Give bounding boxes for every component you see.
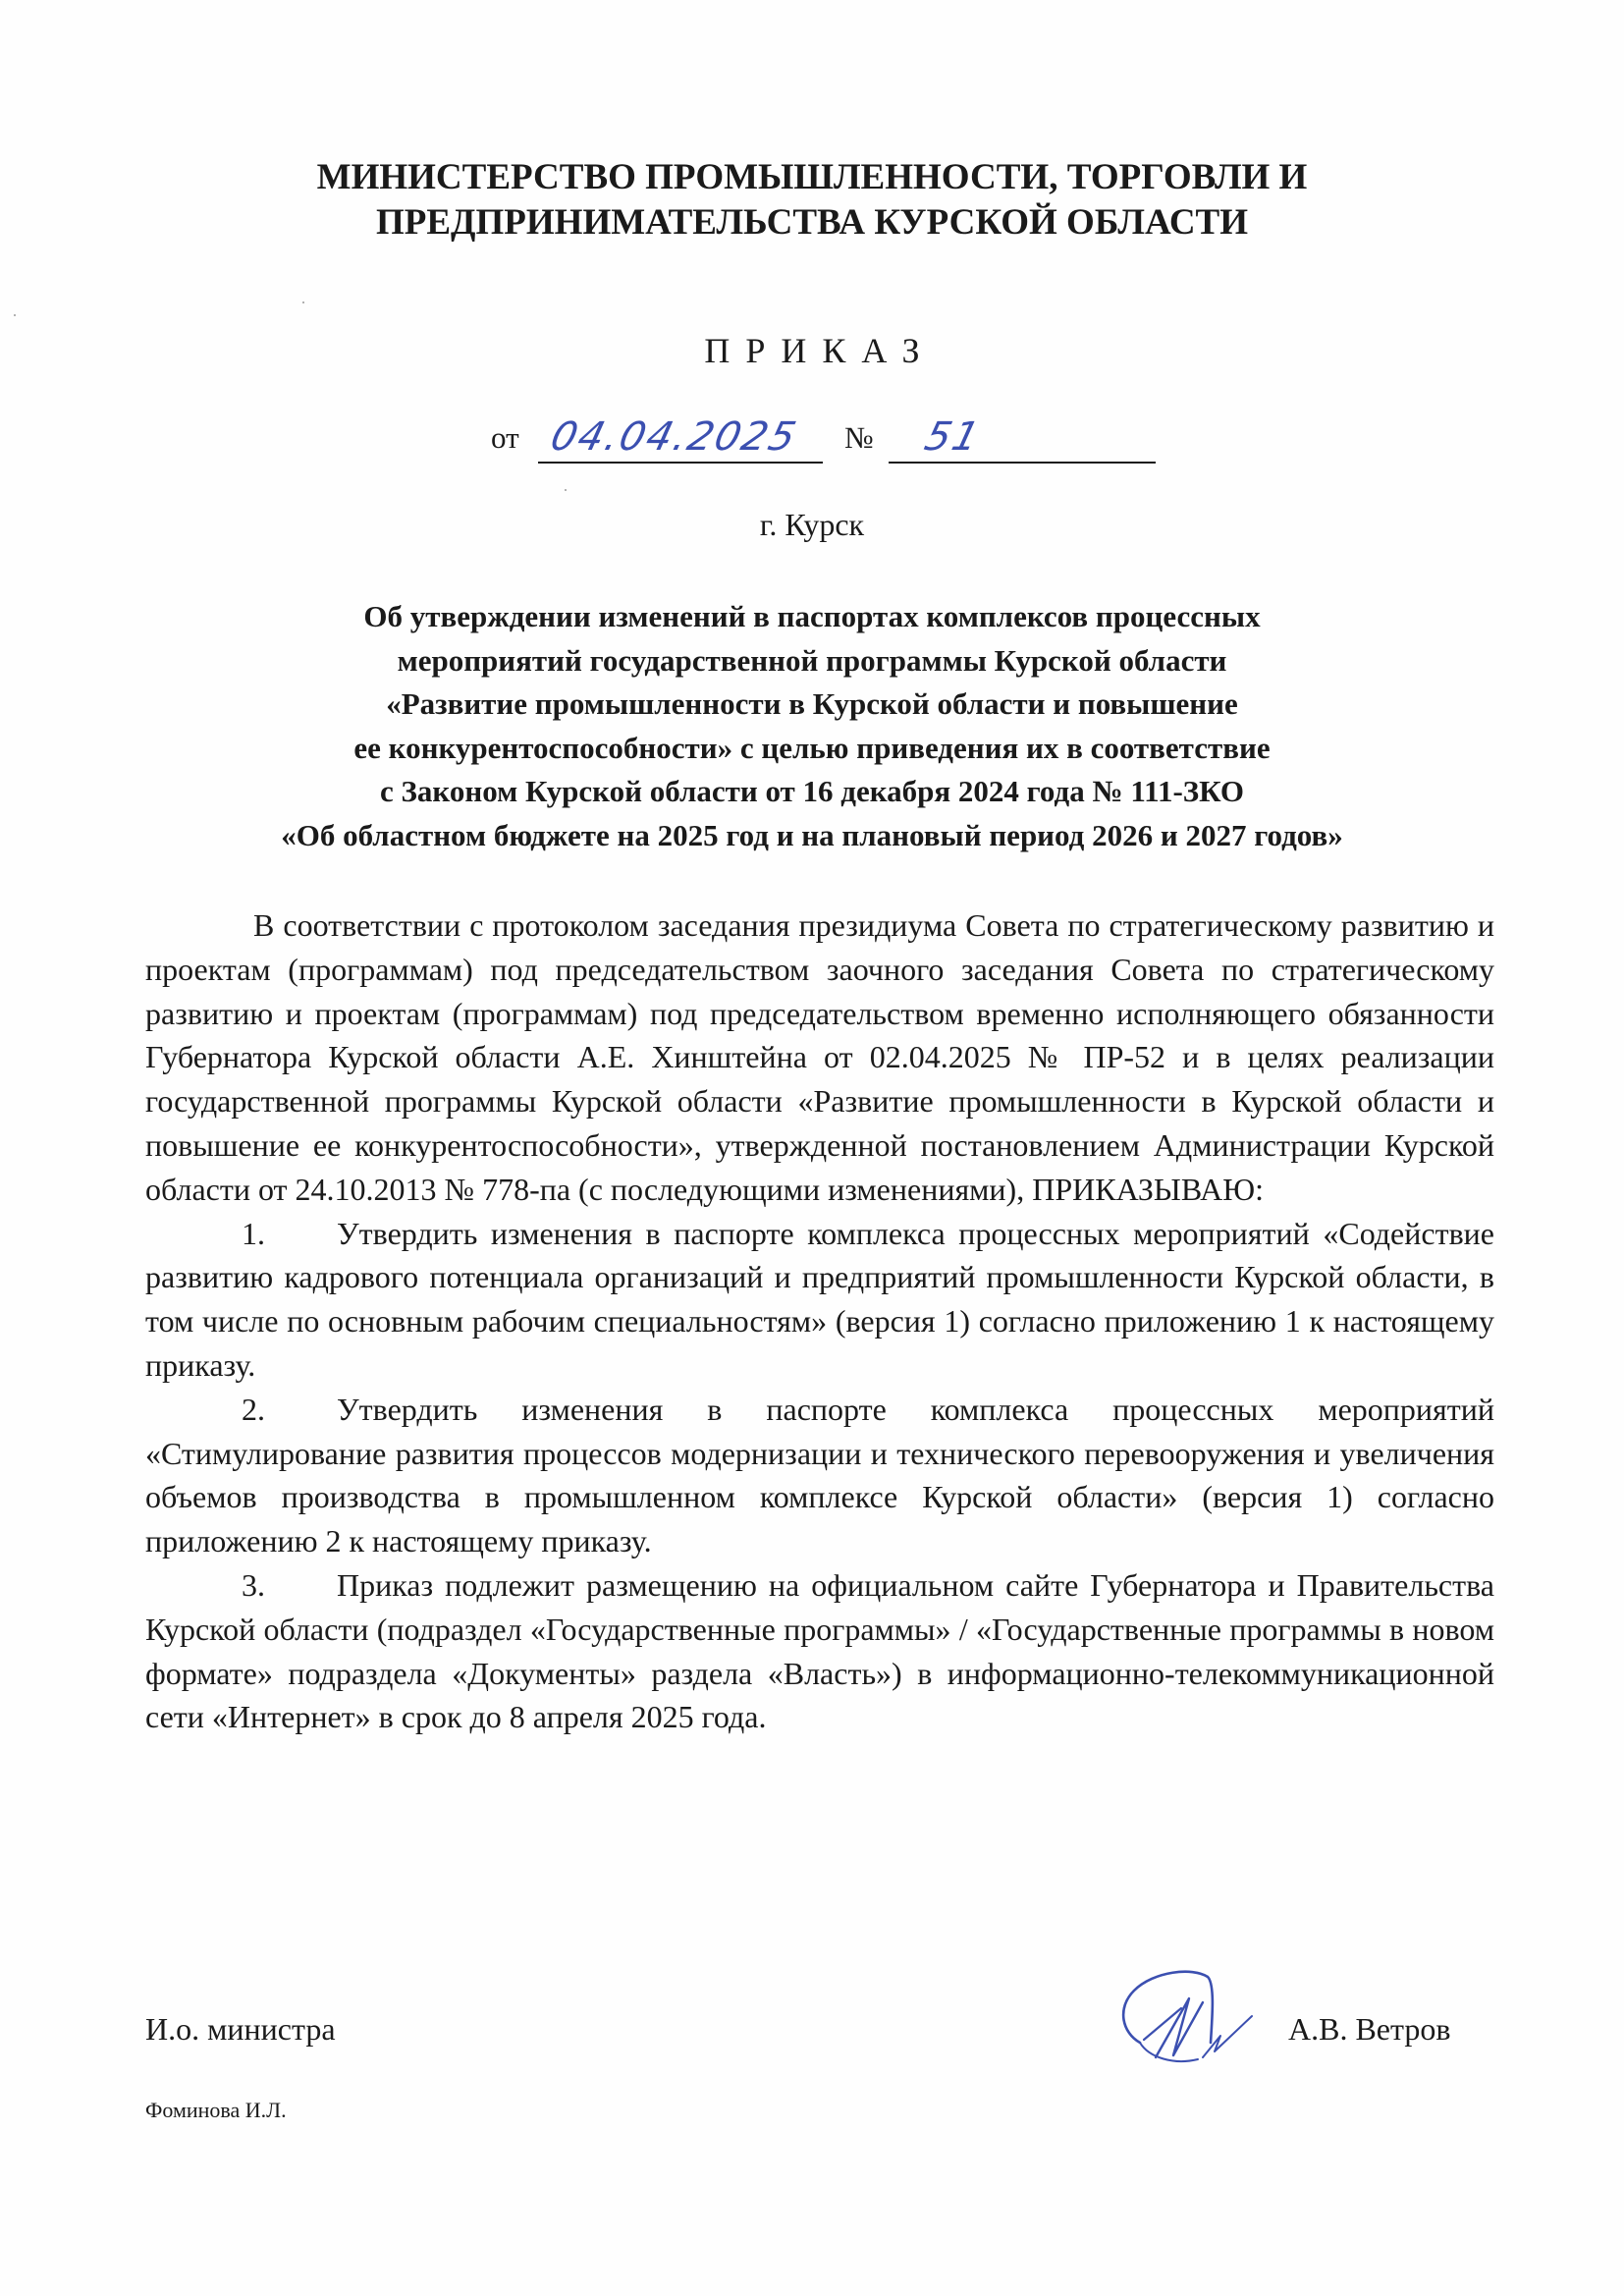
item-number: 1.	[242, 1215, 265, 1251]
handwritten-date: 04.04.2025	[546, 414, 802, 460]
document-type-heading: ПРИКАЗ	[704, 331, 936, 370]
ministry-name-line-2: ПРЕДПРИНИМАТЕЛЬСТВА КУРСКОЙ ОБЛАСТИ	[376, 202, 1248, 243]
date-label: от	[491, 420, 519, 455]
item-text: Утвердить изменения в паспорте комплекса процессных мероприятий «Содействие развитию кадрового потенциала организаций и предприятий промышленности Курской области, в том числе по основным рабочим специальностям» (версия 1) согласно приложению 1 к настоящему приказу.	[145, 1215, 1494, 1383]
scan-speck	[302, 301, 304, 303]
ministry-header	[0, 155, 1624, 246]
title-line: ее конкурентоспособности» с целью приведения их в соответствие	[353, 730, 1271, 765]
title-line: Об утверждении изменений в паспортах комплексов процессных	[363, 599, 1261, 633]
city: г. Курск	[759, 507, 865, 542]
number-field	[889, 407, 1156, 464]
scan-speck	[565, 489, 567, 491]
executor-name: Фоминова И.Л.	[145, 2098, 287, 2122]
item-text: Приказ подлежит размещению на официальном сайте Губернатора и Правительства Курской области (подраздел «Государственные программы» / «Государственные программы в новом формате» подраздела «Документы» раздела «Власть») в информационно-телекоммуникационной сети «Интернет» в срок до 8 апреля 2025 года.	[145, 1566, 1494, 1735]
item-number: 2.	[242, 1391, 265, 1427]
scan-speck	[14, 314, 16, 316]
order-date-number-row	[491, 407, 1178, 465]
order-item	[145, 1212, 1494, 1388]
handwritten-signature-icon	[1105, 1959, 1281, 2077]
title-line: мероприятий государственной программы Курской области	[397, 642, 1227, 678]
item-number: 3.	[242, 1566, 265, 1603]
document-body	[145, 903, 1494, 1739]
signatory-name: А.В. Ветров	[1288, 2011, 1451, 2047]
order-item	[145, 1388, 1494, 1563]
preamble-paragraph: В соответствии с протоколом заседания президиума Совета по стратегическому развитию и проектам (программам) под председательством заочного заседания Совета по стратегическому развитию и проектам (программам) под председательством временно исполняющего обязанности Губернатора Курской области А.Е. Хинштейна от 02.04.2025 № ПР-52 и в целях реализации государственной программы Курской области «Развитие промышленности в Курской области и повышение ее конкурентоспособности», утвержденной постановлением Администрации Курской области от 24.10.2013 № 778-па (с последующими изменениями), ПРИКАЗЫВАЮ:	[145, 907, 1494, 1207]
order-item	[145, 1563, 1494, 1739]
title-line: «Об областном бюджете на 2025 год и на плановый период 2026 и 2027 годов»	[281, 817, 1343, 852]
title-line: «Развитие промышленности в Курской области и повышение	[386, 686, 1238, 722]
number-label: №	[844, 420, 874, 455]
document-title	[137, 595, 1487, 858]
signatory-role: И.о. министра	[145, 2011, 336, 2047]
handwritten-number: 51	[920, 414, 986, 460]
ministry-name-line-1: МИНИСТЕРСТВО ПРОМЫШЛЕННОСТИ, ТОРГОВЛИ И	[316, 157, 1308, 197]
item-text: Утвердить изменения в паспорте комплекса процессных мероприятий «Стимулирование развития процессов модернизации и технического перевооружения и увеличения объемов производства в промышленном комплексе Курской области» (версия 1) согласно приложению 2 к настоящему приказу.	[145, 1391, 1494, 1559]
title-line: с Законом Курской области от 16 декабря 2024 года № 111-ЗКО	[380, 774, 1244, 809]
date-field	[538, 407, 823, 464]
